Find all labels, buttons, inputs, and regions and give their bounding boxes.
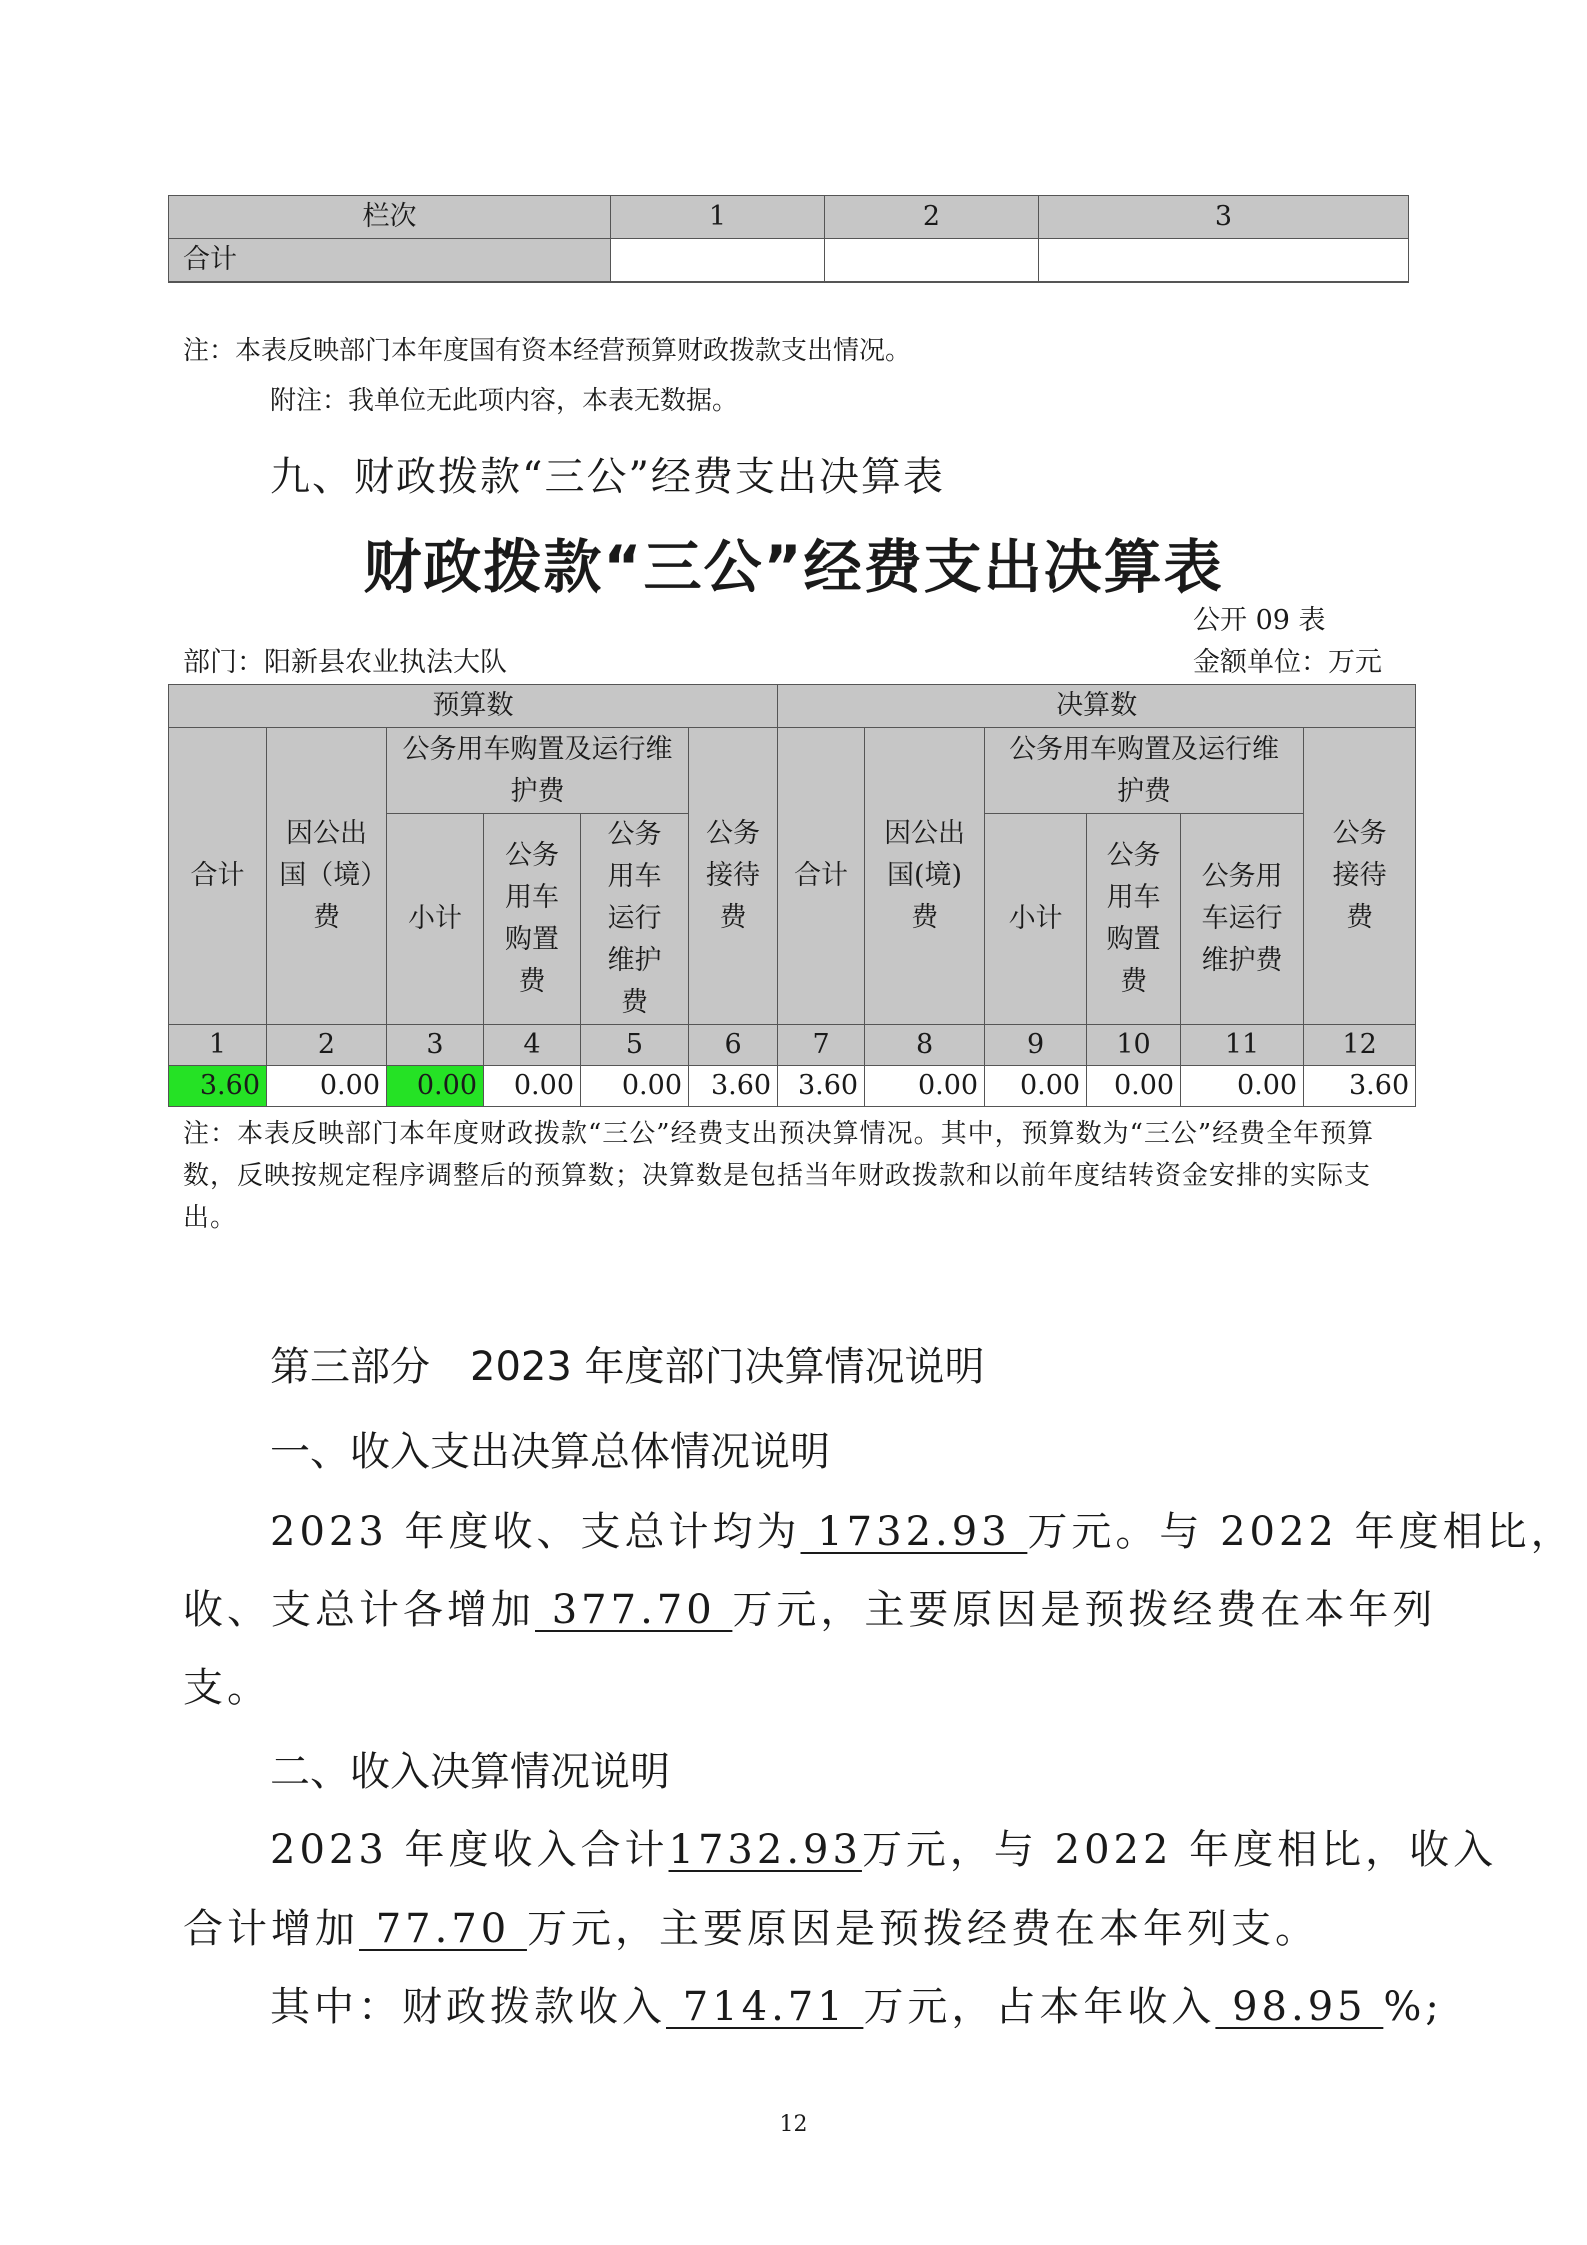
paragraph-line bbox=[270, 1818, 1497, 1875]
text: 支。 bbox=[183, 1665, 271, 1711]
actual-car-ops-header: 公务用车运行维护费 bbox=[1181, 814, 1304, 1025]
actual-subtotal-header: 小计 bbox=[985, 814, 1087, 1025]
actual-abroad-header: 因公出国(境)费 bbox=[865, 728, 985, 1025]
values-row bbox=[169, 1066, 1416, 1107]
actual-group-header: 决算数 bbox=[778, 685, 1416, 728]
paragraph-line bbox=[183, 1578, 1436, 1635]
part-heading: 第三部分 2023 年度部门决算情况说明 bbox=[270, 1344, 985, 1390]
actual-car-purchase-header: 公务用车购置费 bbox=[1087, 814, 1181, 1025]
column-number: 7 bbox=[778, 1025, 865, 1066]
column-number: 12 bbox=[1304, 1025, 1416, 1066]
budget-subtotal-header: 小计 bbox=[387, 814, 484, 1025]
page-number: 12 bbox=[779, 2112, 808, 2137]
column-number: 9 bbox=[985, 1025, 1087, 1066]
paragraph-line bbox=[183, 1897, 1319, 1954]
table-row bbox=[169, 282, 1409, 283]
text: 万元，主要原因是预拨经费在本年列支。 bbox=[526, 1906, 1319, 1952]
total-amount: 1732.93 bbox=[800, 1509, 1028, 1555]
text: 万元，占本年收入 bbox=[863, 1984, 1216, 2030]
column-number: 1 bbox=[611, 196, 825, 239]
table-cell bbox=[611, 239, 825, 282]
actual-car-group-header: 公务用车购置及运行维护费 bbox=[985, 728, 1304, 814]
column-number: 3 bbox=[1039, 196, 1409, 239]
table-row bbox=[169, 239, 1409, 282]
fiscal-income: 714.71 bbox=[666, 1984, 864, 2030]
value-cell: 0.00 bbox=[581, 1066, 689, 1107]
unit-label: 金额单位：万元 bbox=[1193, 647, 1382, 678]
text: 2023 年度收、支总计均为 bbox=[270, 1509, 801, 1555]
column-number-row bbox=[169, 1025, 1416, 1066]
value-cell: 0.00 bbox=[1181, 1066, 1304, 1107]
text: 2023 年度收入合计 bbox=[270, 1827, 669, 1873]
budget-total-header: 合计 bbox=[169, 728, 267, 1025]
budget-group-header: 预算数 bbox=[169, 685, 778, 728]
column-number: 6 bbox=[689, 1025, 778, 1066]
table-cell bbox=[169, 282, 335, 283]
state-capital-table bbox=[168, 195, 1409, 283]
text: 其中：财政拨款收入 bbox=[270, 1984, 666, 2030]
paragraph-line bbox=[270, 1975, 1443, 2032]
text: 万元，主要原因是预拨经费在本年列 bbox=[732, 1587, 1437, 1633]
section-heading: 一、收入支出决算总体情况说明 bbox=[270, 1429, 830, 1475]
paragraph-line bbox=[183, 1656, 271, 1713]
column-number: 4 bbox=[484, 1025, 581, 1066]
budget-car-purchase-header: 公务用车购置费 bbox=[484, 814, 581, 1025]
table-cell bbox=[1039, 282, 1409, 283]
annex-note: 附注：我单位无此项内容，本表无数据。 bbox=[270, 386, 739, 416]
increase-amount: 377.70 bbox=[535, 1587, 733, 1633]
value-cell: 0.00 bbox=[1087, 1066, 1181, 1107]
column-number: 3 bbox=[387, 1025, 484, 1066]
text: 合计增加 bbox=[183, 1906, 359, 1952]
department-label: 部门：阳新县农业执法大队 bbox=[183, 647, 507, 678]
value-cell: 0.00 bbox=[387, 1066, 484, 1107]
income-increase: 77.70 bbox=[359, 1906, 527, 1952]
paragraph-line bbox=[270, 1500, 1575, 1557]
fiscal-percent: 98.95 bbox=[1215, 1984, 1384, 2030]
budget-abroad-header: 因公出国（境）费 bbox=[267, 728, 387, 1025]
value-cell: 0.00 bbox=[484, 1066, 581, 1107]
text: 万元，与 2022 年度相比，收入 bbox=[861, 1827, 1498, 1873]
column-number: 8 bbox=[865, 1025, 985, 1066]
column-number: 5 bbox=[581, 1025, 689, 1066]
column-number: 1 bbox=[169, 1025, 267, 1066]
actual-total-header: 合计 bbox=[778, 728, 865, 1025]
table-cell bbox=[1039, 239, 1409, 282]
header-row bbox=[169, 728, 1416, 814]
value-cell: 3.60 bbox=[689, 1066, 778, 1107]
table-title: 财政拨款“三公”经费支出决算表 bbox=[363, 533, 1224, 601]
value-cell: 0.00 bbox=[865, 1066, 985, 1107]
value-cell: 3.60 bbox=[169, 1066, 267, 1107]
column-number: 10 bbox=[1087, 1025, 1181, 1066]
value-cell: 0.00 bbox=[267, 1066, 387, 1107]
income-total: 1732.93 bbox=[668, 1827, 862, 1873]
budget-reception-header: 公务接待费 bbox=[689, 728, 778, 1025]
group-header-row bbox=[169, 685, 1416, 728]
table-cell bbox=[825, 239, 1039, 282]
sangong-note: 注：本表反映部门本年度财政拨款“三公”经费支出预决算情况。其中，预算数为“三公”经费全年预算数，反映按规定程序调整后的预算数；决算数是包括当年财政拨款和以前年度结转资金安排的实际支出。 bbox=[183, 1119, 1375, 1233]
budget-car-group-header: 公务用车购置及运行维护费 bbox=[387, 728, 689, 814]
text: 收、支总计各增加 bbox=[183, 1587, 535, 1633]
value-cell: 3.60 bbox=[1304, 1066, 1416, 1107]
column-index-label: 栏次 bbox=[169, 196, 611, 239]
budget-car-ops-header: 公务用车运行维护费 bbox=[581, 814, 689, 1025]
sangong-table bbox=[168, 684, 1416, 1107]
column-number: 2 bbox=[825, 196, 1039, 239]
table-note: 注：本表反映部门本年度国有资本经营预算财政拨款支出情况。 bbox=[183, 336, 912, 366]
section-heading: 九、财政拨款“三公”经费支出决算表 bbox=[270, 454, 945, 500]
table-cell bbox=[335, 282, 611, 283]
value-cell: 3.60 bbox=[778, 1066, 865, 1107]
table-code: 公开 09 表 bbox=[1193, 605, 1326, 636]
table-cell bbox=[611, 282, 825, 283]
table-header-row bbox=[169, 196, 1409, 239]
actual-reception-header: 公务接待费 bbox=[1304, 728, 1416, 1025]
column-number: 11 bbox=[1181, 1025, 1304, 1066]
table-cell bbox=[825, 282, 1039, 283]
text: %; bbox=[1383, 1984, 1443, 2030]
section-heading: 二、收入决算情况说明 bbox=[270, 1749, 670, 1795]
value-cell: 0.00 bbox=[985, 1066, 1087, 1107]
text: 万元。与 2022 年度相比， bbox=[1027, 1509, 1575, 1555]
total-label: 合计 bbox=[169, 239, 611, 282]
column-number: 2 bbox=[267, 1025, 387, 1066]
